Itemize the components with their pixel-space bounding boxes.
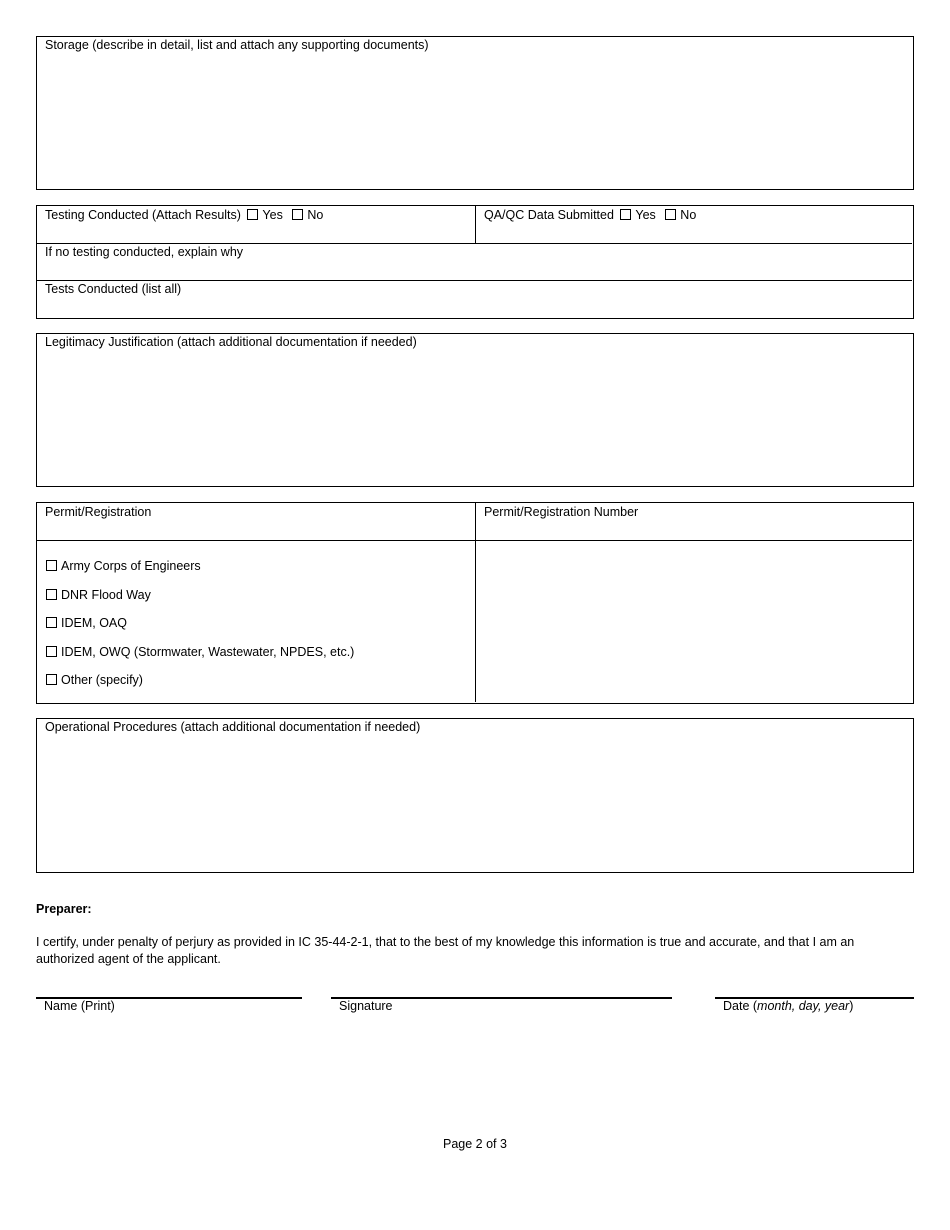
name-print-label: Name (Print) bbox=[44, 999, 115, 1013]
operational-section[interactable] bbox=[36, 718, 914, 873]
testing-section bbox=[36, 205, 914, 319]
permits-header-divider bbox=[37, 540, 912, 541]
certification-text: I certify, under penalty of perjury as provided in IC 35-44-2-1, that to the best of my knowledge this information is true and accurate, and that I am an authorized agent of the applicant. bbox=[36, 935, 855, 966]
signature-label: Signature bbox=[339, 999, 393, 1013]
permit-number-header: Permit/Registration Number bbox=[484, 505, 639, 519]
permits-divider bbox=[475, 503, 476, 702]
testing-no-label: No bbox=[307, 208, 324, 222]
legitimacy-label: Legitimacy Justification (attach additional documentation if needed) bbox=[45, 335, 417, 349]
storage-section[interactable] bbox=[36, 36, 914, 190]
other-checkbox[interactable] bbox=[46, 674, 57, 685]
permit-registration-header: Permit/Registration bbox=[45, 505, 152, 519]
testing-conducted-label: Testing Conducted (Attach Results) bbox=[45, 208, 241, 222]
army-corps-checkbox[interactable] bbox=[46, 560, 57, 571]
qaqc-no-label: No bbox=[680, 208, 697, 222]
date-label bbox=[723, 999, 853, 1013]
no-testing-explain-label: If no testing conducted, explain why bbox=[45, 245, 244, 259]
testing-yes-label: Yes bbox=[262, 208, 283, 222]
testing-conducted-field bbox=[45, 208, 323, 222]
permit-option-dnr-flood-way bbox=[46, 588, 151, 602]
qaqc-label: QA/QC Data Submitted bbox=[484, 208, 614, 222]
dnr-flood-way-checkbox[interactable] bbox=[46, 589, 57, 600]
qaqc-no-checkbox[interactable] bbox=[665, 209, 676, 220]
preparer-heading: Preparer: bbox=[36, 902, 92, 916]
date-label-suffix: ) bbox=[849, 999, 854, 1013]
permit-option-idem-oaq bbox=[46, 616, 127, 630]
testing-no-checkbox[interactable] bbox=[292, 209, 303, 220]
legitimacy-section[interactable] bbox=[36, 333, 914, 487]
tests-conducted-label: Tests Conducted (list all) bbox=[45, 282, 182, 296]
idem-owq-checkbox[interactable] bbox=[46, 646, 57, 657]
permits-section bbox=[36, 502, 914, 704]
testing-yes-checkbox[interactable] bbox=[247, 209, 258, 220]
date-label-prefix: Date ( bbox=[723, 999, 758, 1013]
idem-owq-label: IDEM, OWQ (Stormwater, Wastewater, NPDES, etc.) bbox=[61, 645, 355, 659]
permit-option-other bbox=[46, 673, 143, 687]
idem-oaq-checkbox[interactable] bbox=[46, 617, 57, 628]
page-number: Page 2 of 3 bbox=[443, 1137, 507, 1151]
idem-oaq-label: IDEM, OAQ bbox=[61, 616, 127, 630]
dnr-flood-way-label: DNR Flood Way bbox=[61, 588, 151, 602]
operational-label: Operational Procedures (attach additional documentation if needed) bbox=[45, 720, 421, 734]
permit-option-army-corps bbox=[46, 559, 201, 573]
other-label: Other (specify) bbox=[61, 673, 143, 687]
permit-option-idem-owq bbox=[46, 645, 354, 659]
testing-divider bbox=[475, 206, 476, 243]
date-label-format: month, day, year bbox=[757, 999, 850, 1013]
qaqc-yes-label: Yes bbox=[635, 208, 656, 222]
storage-label: Storage (describe in detail, list and attach any supporting documents) bbox=[45, 38, 429, 52]
testing-row-divider-2 bbox=[37, 280, 912, 281]
qaqc-field bbox=[484, 208, 696, 222]
qaqc-yes-checkbox[interactable] bbox=[620, 209, 631, 220]
testing-row-divider-1 bbox=[37, 243, 912, 244]
army-corps-label: Army Corps of Engineers bbox=[61, 559, 201, 573]
